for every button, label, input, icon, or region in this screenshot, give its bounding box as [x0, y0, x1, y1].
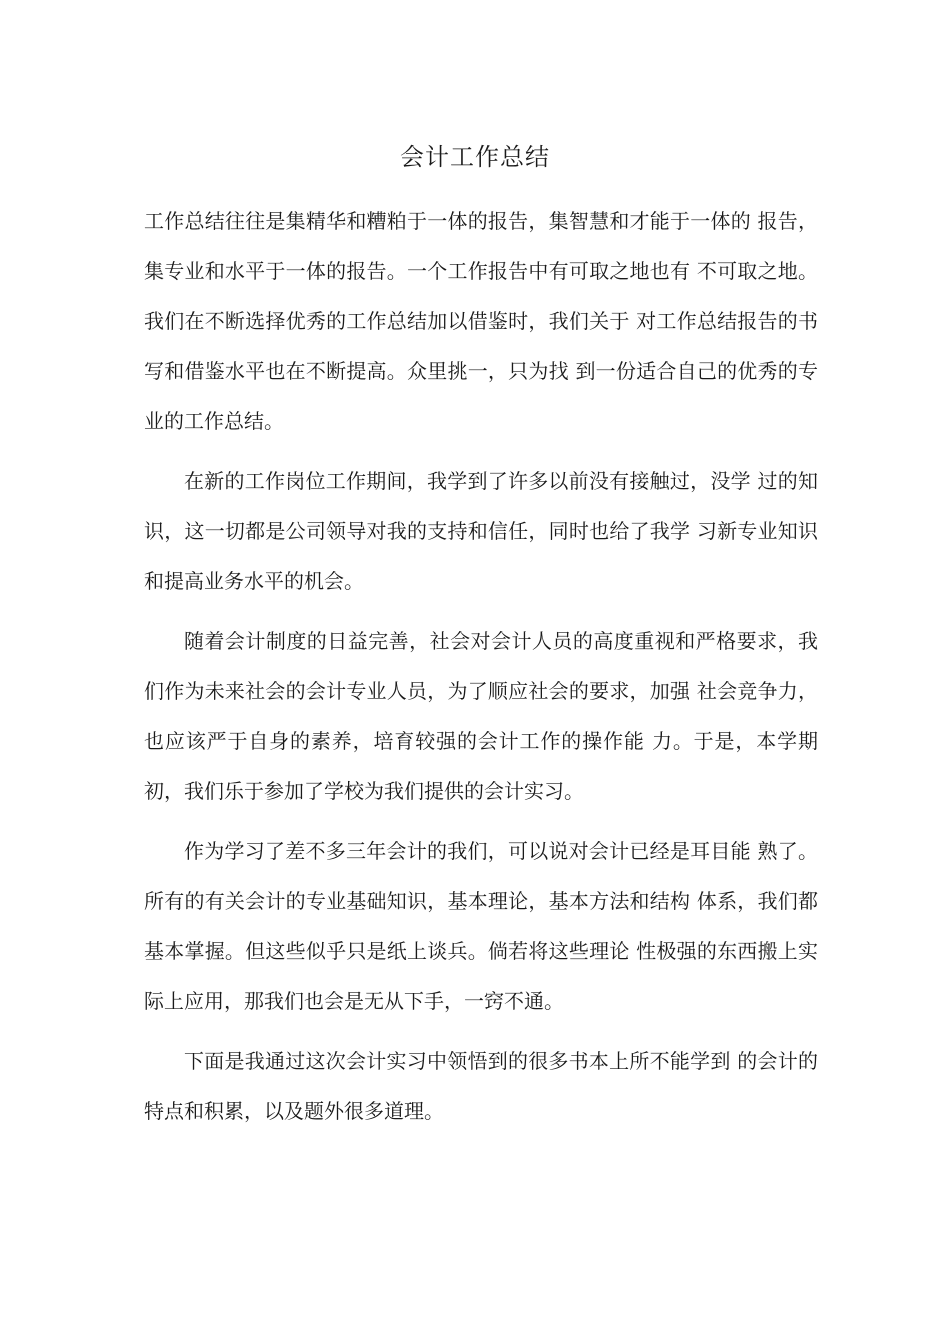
paragraph-intro: 工作总结往往是集精华和糟粕于一体的报告，集智慧和才能于一体的 报告，集专业和水平于一体的报告。一个工作报告中有可取之地也有 不可取之地。我们在不断选择优秀的工作总结加以借鉴时，我们关于 对工作总结报告的书写和借鉴水平也在不断提高。众里挑一，只为找 到一份适合自己的优秀的专业的工作总结。 [144, 209, 818, 433]
document-body [144, 196, 818, 1146]
paragraph-three-years: 作为学习了差不多三年会计的我们，可以说对会计已经是耳目能 熟了。所有的有关会计的专业基础知识，基本理论，基本方法和结构 体系，我们都基本掌握。但这些似乎只是纸上谈兵。倘若将这些理论 性极强的东西搬上实际上应用，那我们也会是无从下手，一窍不通。 [144, 839, 818, 1013]
paragraph-lessons: 下面是我通过这次会计实习中领悟到的很多书本上所不能学到 的会计的特点和积累，以及题外很多道理。 [144, 1049, 818, 1123]
paragraph-accounting-system: 随着会计制度的日益完善，社会对会计人员的高度重视和严格要求，我们作为未来社会的会计专业人员，为了顺应社会的要求，加强 社会竞争力，也应该严于自身的素养，培育较强的会计工作的操作能 力。于是，本学期初，我们乐于参加了学校为我们提供的会计实习。 [144, 629, 818, 803]
document-title: 会计工作总结 [400, 143, 550, 171]
paragraph-new-position: 在新的工作岗位工作期间，我学到了许多以前没有接触过，没学 过的知识，这一切都是公司领导对我的支持和信任，同时也给了我学 习新专业知识和提高业务水平的机会。 [144, 469, 818, 593]
